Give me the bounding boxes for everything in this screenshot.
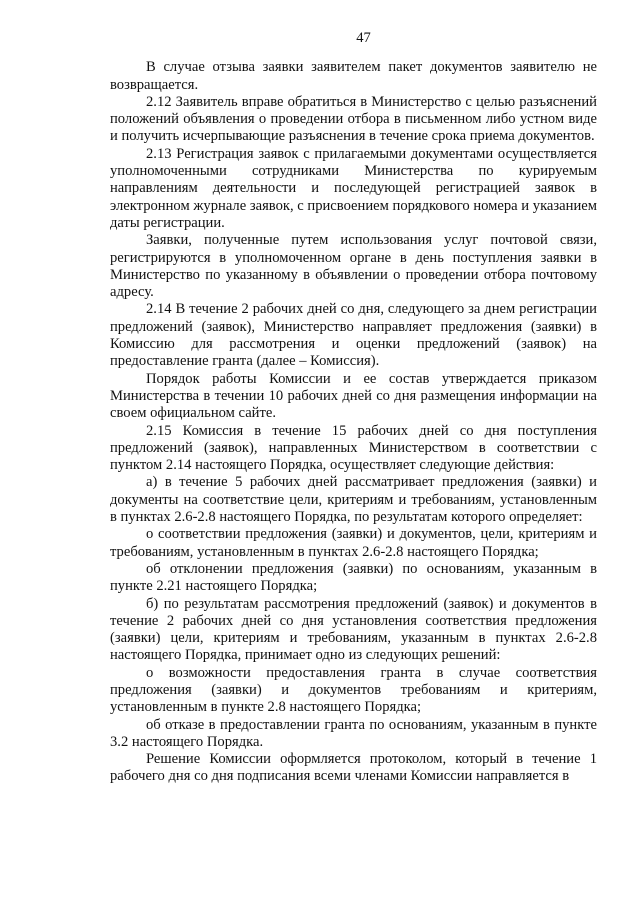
- paragraph-withdrawal: В случае отзыва заявки заявителем пакет документов заявителю не возвращается.: [110, 59, 597, 93]
- page-number: 47: [356, 30, 371, 46]
- paragraph-item-b: б) по результатам рассмотрения предложений (заявок) и документов в течение 2 рабочих дней со дня установления соответствия предложения (заявки) цели, критериям и требованиям, указанным в пунктах 2.6-2.8 настоящего Порядка, принимает одно из следующих решений:: [110, 595, 597, 664]
- paragraph-grant-refusal: об отказе в предоставлении гранта по основаниям, указанным в пункте 3.2 настоящего Порядка.: [110, 716, 597, 750]
- paragraph-compliance: о соответствии предложения (заявки) и документов, цели, критериям и требованиям, установленным в пунктах 2.6-2.8 настоящего Порядка;: [110, 526, 597, 560]
- paragraph-item-a: а) в течение 5 рабочих дней рассматривает предложения (заявки) и документы на соответствие цели, критериям и требованиям, установленным в пунктах 2.6-2.8 настоящего Порядка, по результатам которого определяет:: [110, 474, 597, 526]
- paragraph-rejection: об отклонении предложения (заявки) по основаниям, указанным в пункте 2.21 настоящего Порядка;: [110, 560, 597, 595]
- paragraph-2-13: 2.13 Регистрация заявок с прилагаемыми документами осуществляется уполномоченными сотрудниками Министерства по курируемым направлениям деятельности и последующей регистрацией заявок в электронном журнале заявок, с присвоением порядкового номера и указанием даты регистрации.: [110, 145, 597, 231]
- paragraph-commission-decision: Решение Комиссии оформляется протоколом, который в течение 1 рабочего дня со дня подписания всеми членами Комиссии направляется в: [110, 751, 597, 785]
- paragraph-commission-procedure: Порядок работы Комиссии и ее состав утверждается приказом Министерства в течении 10 рабочих дней со дня размещения информации на своем официальном сайте.: [110, 370, 597, 422]
- paragraph-2-14: 2.14 В течение 2 рабочих дней со дня, следующего за днем регистрации предложений (заявок), Министерство направляет предложения (заявки) в Комиссию для рассмотрения и оценки предложений (заявок) на предоставление гранта (далее – Комиссия).: [110, 301, 597, 370]
- paragraph-postal-applications: Заявки, полученные путем использования услуг почтовой связи, регистрируются в уполномоченном органе в день поступления заявки в Министерство по указанному в объявлении о проведении отбора почтовому адресу.: [110, 232, 597, 301]
- paragraph-2-15: 2.15 Комиссия в течение 15 рабочих дней со дня поступления предложений (заявок), направленных Министерством в соответствии с пунктом 2.14 настоящего Порядка, осуществляет следующие действия:: [110, 422, 597, 474]
- paragraph-2-12: 2.12 Заявитель вправе обратиться в Министерство с целью разъяснений положений объявления о проведении отбора в письменном либо устном виде и получить исчерпывающие разъяснения в течение срока приема документов.: [110, 93, 597, 145]
- paragraph-grant-possibility: о возможности предоставления гранта в случае соответствия предложения (заявки) и документов требованиям и критериям, установленным в пункте 2.8 настоящего Порядка;: [110, 664, 597, 716]
